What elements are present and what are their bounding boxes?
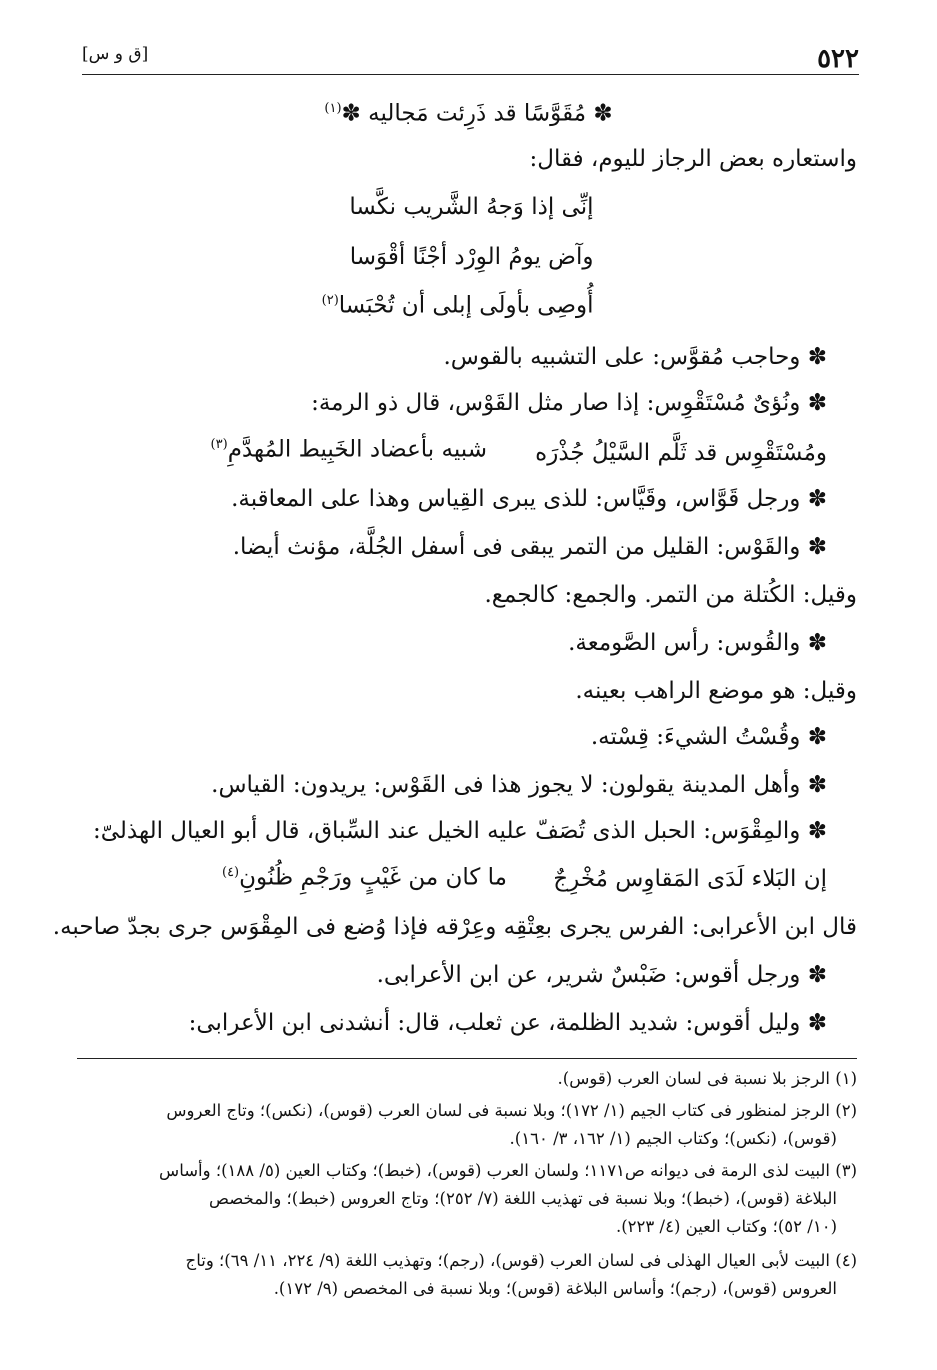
text-line: ✽ ورجل أقوس: ضَبْسٌ شرير، عن ابن الأعرابى. [376,962,827,988]
text-line: ✽ والقُوس: رأس الصَّومعة. [568,630,827,656]
text-line: ✽ والقَوْس: القليل من التمر يبقى فى أسفل الجُلَّة، مؤنث أيضا. [232,534,827,560]
footnote-4-cont: العروس (قوس)، (رجم)؛ وأساس البلاغة (قوس)؛ وبلا نسبة فى المخصص (٩/ ١٧٢). [273,1279,837,1298]
rajaz-line-3: أُوصِى بأولَى إبلى أن تُحْبَسا$^{(٢)}$ [321,292,594,319]
text-line: قال ابن الأعرابى: الفرس يجرى بعِتْقِه وعِرْقه فإذا وُضع فى المِقْوَس جرى بجدّ صاحبه. [52,914,857,940]
verse-fragment: ✽ مُقَوَّسًا قد ذَرِئت مَجاليه ✽$^{(١)}$ [324,100,613,127]
poem-hemistich-second: ما كان من غَيْبٍ ورَجْمِ ظُنُونِ$^{(٤)}$ [221,864,507,891]
text-line: ✽ وأهل المدينة يقولون: لا يجوز هذا فى القَوْس: يريدون: القياس. [211,772,827,798]
rajaz-line-2: وآض يومُ الوِرْد أجْنًا أقْوَسا [349,244,594,270]
page-number: ٥٢٢ [817,44,859,74]
footnote-rule [77,1058,857,1059]
header-rule [82,74,859,75]
text-line: ✽ ونُؤىٌ مُسْتَقْوِس: إذا صار مثل القَوْس، قال ذو الرمة: [311,390,827,416]
text-line: ✽ وحاجب مُقوَّس: على التشبيه بالقوس. [443,344,827,370]
text-line: ✽ والمِقْوَس: الحبل الذى تُصَفّ عليه الخيل عند السِّباق، قال أبو العيال الهذلىّ: [92,818,827,844]
footnote-3-cont: البلاغة (قوس)، (خبط)؛ وبلا نسبة فى تهذيب اللغة (٧/ ٢٥٢)؛ وتاج العروس (خبط)؛ والمخصص [209,1189,837,1208]
footnote-3: (٣) البيت لذى الرمة فى ديوانه ص١١٧١؛ ولسان العرب (قوس)، (خبط)؛ وكتاب العين (٥/ ١٨٨)؛ وأساس [159,1161,857,1180]
text-line: وقيل: هو موضع الراهب بعينه. [575,678,857,704]
poem-hemistich-second: شبيه بأعضاد الخَبِيط المُهدَّمِ$^{(٣)}$ [210,436,487,463]
text-line: ✽ وقُسْتُ الشيءَ: قِسْته. [590,724,827,750]
footnote-1: (١) الرجز بلا نسبة فى لسان العرب (قوس). [557,1069,857,1088]
text-line: وقيل: الكُتلة من التمر. والجمع: كالجمع. [484,582,857,608]
text-line: واستعاره بعض الرجاز لليوم، فقال: [529,146,857,172]
footnote-4: (٤) البيت لأبى العيال الهذلى فى لسان العرب (قوس)، (رجم)؛ وتهذيب اللغة (٩/ ٢٢٤، ١١/ ٦٩)؛ وتاج [185,1251,857,1270]
poem-hemistich-first: إن البَلاء لَدَى المَقاوِس مُخْرِجٌ [553,866,827,892]
poem-hemistich-first: ومُسْتَقْوِس قد ثَلَّم السَّيْلُ جُذْرَه [535,440,827,466]
text-line: ✽ وليل أقوس: شديد الظلمة، عن ثعلب، قال: أنشدنى ابن الأعرابى: [188,1010,827,1036]
footnote-3-cont: (١٠/ ٥٢)؛ وكتاب العين (٤/ ٢٢٣). [615,1217,837,1236]
footnote-2: (٢) الرجز لمنظور فى كتاب الجيم (١/ ١٧٢)؛ وبلا نسبة فى لسان العرب (قوس)، (نكس)؛ وتاج العروس [166,1101,857,1120]
footnote-2-cont: (قوس)، (نكس)؛ وكتاب الجيم (١/ ١٦٢، ٣/ ١٦٠). [509,1129,837,1148]
text-line: ✽ ورجل قَوَّاس، وقَيَّاس: للذى يبرى القِياس وهذا على المعاقبة. [231,486,827,512]
rajaz-line-1: إنِّى إذا وَجهُ الشَّريب نكَّسا [349,194,594,220]
running-header-root: [ق و س] [82,44,149,64]
